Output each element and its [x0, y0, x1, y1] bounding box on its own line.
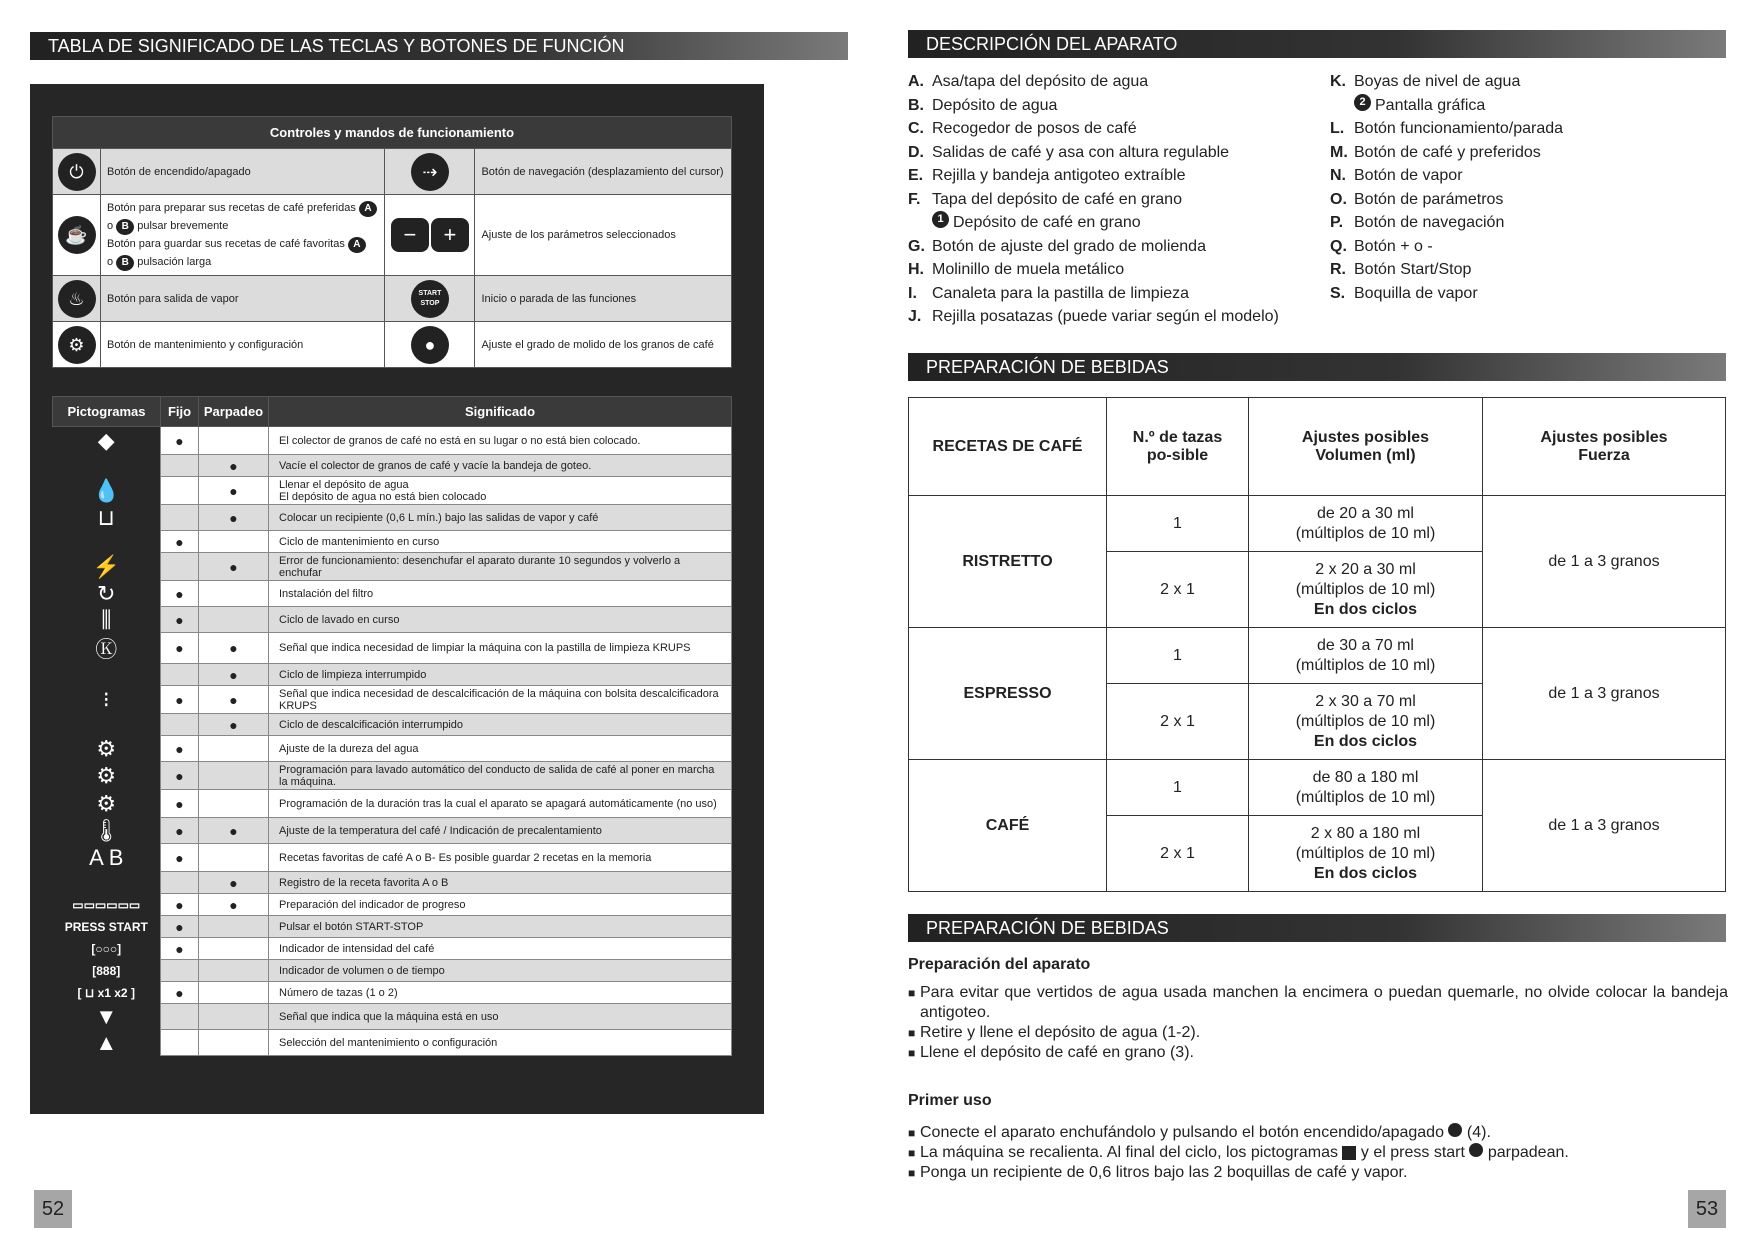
heart-b-icon: B [116, 219, 134, 235]
fixed-cell: ● [161, 916, 199, 938]
list-item: Llene el depósito de café en grano (3). [920, 1044, 1194, 1061]
blink-cell [199, 982, 269, 1004]
item-text: Tapa del depósito de café en grano [932, 190, 1182, 208]
start-stop-icon: START STOP [411, 280, 449, 318]
item-key: I. [908, 284, 917, 302]
minus-icon: − [391, 218, 429, 252]
meaning-cell: Programación de la duración tras la cual el aparato se apagará automáticamente (no uso) [269, 790, 732, 818]
power-icon [1448, 1123, 1462, 1137]
recipes-header-cups: N.º de tazas po-sible [1107, 398, 1249, 496]
blink-cell [199, 960, 269, 982]
item-key: R. [1330, 261, 1346, 278]
list-item [1330, 282, 1730, 306]
fixed-cell: ● [161, 762, 199, 790]
table-row [53, 736, 732, 762]
table-row [53, 553, 732, 581]
volume-note: (múltiplos de 10 ml) [1295, 712, 1436, 730]
col-significado: Significado [269, 397, 732, 427]
table-row [53, 790, 732, 818]
pictogram-icon [53, 872, 161, 894]
cups-cell: 2 x 1 [1107, 684, 1249, 760]
control-text: pulsar brevemente [137, 220, 229, 232]
pictogram-icon: [○○○] [53, 938, 161, 960]
blink-cell: ● [199, 505, 269, 531]
list-item [908, 235, 1328, 259]
meaning-cell: Señal que indica necesidad de limpiar la máquina con la pastilla de limpieza KRUPS [269, 633, 732, 664]
item-key: P. [1330, 214, 1344, 231]
volume-note: (múltiplos de 10 ml) [1295, 524, 1436, 542]
pictogram-icon: [888] [53, 960, 161, 982]
fixed-cell [161, 553, 199, 581]
favorite-recipe-icon: ☕ [58, 216, 96, 254]
col-fijo: Fijo [161, 397, 199, 427]
meaning-cell: Programación para lavado automático del conducto de salida de café al poner en marcha la máquina. [269, 762, 732, 790]
volume-cycles: En dos ciclos [1313, 864, 1418, 882]
table-row [53, 960, 732, 982]
recipe-name: CAFÉ [909, 760, 1107, 892]
page-number-left: 52 [34, 1190, 72, 1228]
item-key: L. [1330, 120, 1345, 137]
cup-icon [1342, 1146, 1356, 1160]
table-row [53, 1004, 732, 1030]
page-number-right: 53 [1688, 1190, 1726, 1228]
table-row [53, 714, 732, 736]
strength-cell: de 1 a 3 granos [1483, 628, 1726, 760]
fixed-cell: ● [161, 581, 199, 607]
pictogram-table [52, 396, 732, 1056]
fixed-cell: ● [161, 686, 199, 714]
item-key: N. [1330, 167, 1346, 184]
col-parpadeo: Parpadeo [199, 397, 269, 427]
item-text: Canaleta para la pastilla de limpieza [932, 284, 1190, 302]
item-text: Botón Start/Stop [1354, 261, 1472, 278]
blink-cell: ● [199, 714, 269, 736]
table-row [53, 633, 732, 664]
meaning-cell: Vacíe el colector de granos de café y vacíe la bandeja de goteo. [269, 455, 732, 477]
recipes-title: PREPARACIÓN DE BEBIDAS [908, 353, 1726, 381]
item-text: Botón de ajuste del grado de molienda [932, 237, 1206, 255]
heart-b-icon: B [116, 255, 134, 271]
pictogram-icon: ↻ [53, 581, 161, 607]
item-key: A. [908, 73, 924, 90]
control-text: Botón para salida de vapor [101, 276, 385, 322]
list-item [908, 164, 1328, 188]
control-text: o [107, 256, 114, 268]
strength-cell: de 1 a 3 granos [1483, 760, 1726, 892]
table-row [53, 455, 732, 477]
table-row [53, 664, 732, 686]
navigation-arrow-icon: ⇢ [411, 153, 449, 191]
list-item: La máquina se recalienta. Al final del ciclo, los pictogramas [920, 1144, 1338, 1161]
item-text: Botón + o - [1354, 237, 1433, 255]
list-item: (4). [1466, 1124, 1491, 1141]
list-item [1330, 164, 1730, 188]
control-text: Ajuste de los parámetros seleccionados [475, 195, 732, 276]
meaning-cell: Indicador de volumen o de tiempo [269, 960, 732, 982]
meaning-cell: Colocar un recipiente (0,6 L mín.) bajo las salidas de vapor y café [269, 505, 732, 531]
volume-note: (múltiplos de 10 ml) [1295, 656, 1436, 674]
table-row [909, 628, 1726, 684]
pictogram-icon: ▲ [53, 1030, 161, 1056]
blink-cell: ● [199, 553, 269, 581]
item-key: H. [908, 261, 924, 278]
volume-cycles: En dos ciclos [1313, 600, 1418, 618]
list-item: Retire y llene el depósito de agua (1-2). [920, 1024, 1201, 1041]
blink-cell: ● [199, 818, 269, 844]
control-text: pulsación larga [137, 256, 212, 268]
item-key: O. [1330, 190, 1347, 208]
table-row [53, 982, 732, 1004]
blink-cell [199, 531, 269, 553]
pictogram-icon [53, 714, 161, 736]
item-text: Recogedor de posos de café [932, 120, 1137, 137]
list-item [908, 117, 1328, 141]
meaning-cell: Ajuste de la temperatura del café / Indicación de precalentamiento [269, 818, 732, 844]
recipes-header-name: RECETAS DE CAFÉ [909, 398, 1107, 496]
list-item [1330, 258, 1730, 282]
item-text: Botón de café y preferidos [1354, 143, 1541, 161]
description-list-left [908, 70, 1328, 329]
fixed-cell: ● [161, 427, 199, 455]
list-item [908, 211, 1328, 235]
volume-cell: de 20 a 30 ml [1317, 504, 1414, 522]
control-text: o [107, 220, 114, 232]
table-row [53, 581, 732, 607]
item-text: Botón de navegación [1354, 214, 1505, 231]
number-badge: 2 [1354, 94, 1371, 111]
pictogram-icon: 💧 [53, 477, 161, 505]
table-row [909, 760, 1726, 816]
blink-cell: ● [199, 477, 269, 505]
list-item: Para evitar que vertidos de agua usada manchen la encimera o puedan quemarle, no olvide colocar la bandeja antigoteo. [920, 984, 1728, 1021]
list-item: Conecte el aparato enchufándolo y pulsando el botón encendido/apagado [920, 1124, 1444, 1141]
fixed-cell: ● [161, 531, 199, 553]
fixed-cell [161, 455, 199, 477]
pictogram-icon: [ ⊔ x1 x2 ] [53, 982, 161, 1004]
meaning-cell: Preparación del indicador de progreso [269, 894, 732, 916]
meaning-cell: Ciclo de limpieza interrumpido [269, 664, 732, 686]
left-section-title: TABLA DE SIGNIFICADO DE LAS TECLAS Y BOTONES DE FUNCIÓN [30, 32, 848, 60]
volume-note: (múltiplos de 10 ml) [1295, 788, 1436, 806]
table-row [53, 916, 732, 938]
gear-icon: ⚙ [58, 326, 96, 364]
meaning-cell: Llenar el depósito de agua El depósito de agua no está bien colocado [269, 477, 732, 505]
item-key: D. [908, 143, 924, 161]
controls-table [52, 116, 732, 368]
pictogram-icon: ⚙ [53, 762, 161, 790]
table-row [53, 531, 732, 553]
volume-cycles: En dos ciclos [1313, 732, 1418, 750]
table-row [53, 844, 732, 872]
pictogram-icon: ⚙ [53, 790, 161, 818]
heart-a-icon: A [359, 201, 377, 217]
item-key: J. [908, 308, 922, 325]
meaning-cell: Número de tazas (1 o 2) [269, 982, 732, 1004]
blink-cell [199, 736, 269, 762]
list-item [908, 141, 1328, 165]
cups-cell: 1 [1107, 760, 1249, 816]
control-text: Ajuste el grado de molido de los granos de café [475, 322, 732, 368]
item-text: Depósito de café en grano [953, 214, 1141, 231]
meaning-cell: Registro de la receta favorita A o B [269, 872, 732, 894]
first-use-heading: Primer uso [908, 1092, 992, 1109]
table-row [53, 607, 732, 633]
power-icon: ⏻ [58, 153, 96, 191]
list-item [1330, 141, 1730, 165]
volume-cell: 2 x 80 a 180 ml [1310, 824, 1421, 842]
recipe-name: ESPRESSO [909, 628, 1107, 760]
item-text: Rejilla posatazas (puede variar según el modelo) [932, 308, 1279, 325]
coffee-bean-icon: ● [411, 326, 449, 364]
fixed-cell: ● [161, 982, 199, 1004]
fixed-cell [161, 664, 199, 686]
fixed-cell [161, 505, 199, 531]
meaning-cell: Indicador de intensidad del café [269, 938, 732, 960]
fixed-cell [161, 714, 199, 736]
item-key: E. [908, 167, 924, 184]
meaning-cell: Error de funcionamiento: desenchufar el aparato durante 10 segundos y volverlo a enchufar [269, 553, 732, 581]
blink-cell [199, 1030, 269, 1056]
table-row [909, 496, 1726, 552]
list-item: parpadean. [1487, 1144, 1569, 1161]
blink-cell [199, 790, 269, 818]
item-key: M. [1330, 143, 1348, 161]
controls-header: Controles y mandos de funcionamiento [53, 117, 732, 149]
meaning-cell: Ciclo de mantenimiento en curso [269, 531, 732, 553]
pictogram-icon: ⚙ [53, 736, 161, 762]
recipe-name: RISTRETTO [909, 496, 1107, 628]
blink-cell: ● [199, 686, 269, 714]
list-item [908, 282, 1328, 306]
item-key: G. [908, 237, 925, 255]
list-item [1330, 188, 1730, 212]
item-key: S. [1330, 284, 1346, 302]
item-key: Q. [1330, 237, 1347, 255]
table-row [53, 505, 732, 531]
item-key: K. [1330, 73, 1346, 90]
fixed-cell: ● [161, 844, 199, 872]
blink-cell [199, 427, 269, 455]
list-item [1330, 117, 1730, 141]
table-row [53, 686, 732, 714]
list-item [1330, 211, 1730, 235]
item-text: Boyas de nivel de agua [1354, 73, 1521, 90]
meaning-cell: Ciclo de descalcificación interrumpido [269, 714, 732, 736]
cups-cell: 1 [1107, 628, 1249, 684]
fixed-cell: ● [161, 938, 199, 960]
list-item: y el press start [1360, 1144, 1465, 1161]
item-text: Molinillo de muela metálico [932, 261, 1125, 278]
blink-cell: ● [199, 664, 269, 686]
meaning-cell: Recetas favoritas de café A o B- Es posible guardar 2 recetas en la memoria [269, 844, 732, 872]
start-stop-icon [1469, 1143, 1483, 1157]
item-key: B. [908, 96, 924, 114]
list-item [908, 94, 1328, 118]
table-row [53, 762, 732, 790]
pictogram-icon: A B [53, 844, 161, 872]
heart-a-icon: A [348, 237, 366, 253]
pictogram-icon [53, 455, 161, 477]
meaning-cell: Ciclo de lavado en curso [269, 607, 732, 633]
table-row [53, 427, 732, 455]
control-text: Botón para preparar sus recetas de café preferidas [107, 202, 356, 214]
meaning-cell: Instalación del filtro [269, 581, 732, 607]
pictogram-icon: ⁝ [53, 686, 161, 714]
fixed-cell [161, 960, 199, 982]
table-row [53, 894, 732, 916]
recipes-table [908, 397, 1726, 892]
control-text: Botón de mantenimiento y configuración [101, 322, 385, 368]
fixed-cell: ● [161, 818, 199, 844]
control-text: Botón para guardar sus recetas de café favoritas [107, 238, 345, 250]
pictogram-icon: ⫼ [53, 607, 161, 633]
fixed-cell [161, 872, 199, 894]
fixed-cell: ● [161, 607, 199, 633]
col-pictogramas: Pictogramas [53, 397, 161, 427]
blink-cell: ● [199, 894, 269, 916]
preparation-section: Preparación del aparato ■ Para evitar que vertidos de agua usada manchen la encimera o puedan quemarle, no olvide colocar la bandeja antigoteo. ■ Retire y llene el depósito de agua (1-2). ■ Llene el depósito de café en grano (3). Primer uso ■ Conecte el aparato enchufándolo y pulsando el botón encendido/apagado (4). ■ La máquina se recalienta. Al final del ciclo, los pictogramas y el press start parpadean. ■ Ponga un recipiente de 0,6 litros bajo las 2 boquillas de café y vapor. [908, 956, 1728, 1181]
description-title: DESCRIPCIÓN DEL APARATO [908, 30, 1726, 58]
fixed-cell: ● [161, 790, 199, 818]
pictogram-icon: ◆ [53, 427, 161, 455]
list-item [908, 305, 1328, 329]
pictogram-icon [53, 531, 161, 553]
item-text: Rejilla y bandeja antigoteo extraíble [932, 167, 1186, 184]
item-text: Pantalla gráfica [1375, 96, 1486, 114]
blink-cell: ● [199, 455, 269, 477]
table-row [53, 477, 732, 505]
pictogram-icon: ⊔ [53, 505, 161, 531]
pictogram-icon [53, 664, 161, 686]
pictogram-icon: ⚡ [53, 553, 161, 581]
blink-cell [199, 844, 269, 872]
fixed-cell [161, 1030, 199, 1056]
volume-cell: de 30 a 70 ml [1317, 636, 1414, 654]
cups-cell: 2 x 1 [1107, 816, 1249, 892]
item-text: Asa/tapa del depósito de agua [932, 73, 1149, 90]
fixed-cell: ● [161, 633, 199, 664]
steam-icon: ♨ [58, 280, 96, 318]
fixed-cell: ● [161, 736, 199, 762]
table-row [53, 1030, 732, 1056]
list-item: Ponga un recipiente de 0,6 litros bajo las 2 boquillas de café y vapor. [920, 1164, 1408, 1181]
plus-icon: + [431, 218, 469, 252]
item-text: Depósito de agua [932, 96, 1058, 114]
recipes-header-strength: Ajustes posibles Fuerza [1483, 398, 1726, 496]
list-item [1330, 235, 1730, 259]
control-text: Botón de navegación (desplazamiento del cursor) [475, 149, 732, 195]
pictogram-icon: 🌡 [53, 818, 161, 844]
cups-cell: 2 x 1 [1107, 552, 1249, 628]
recipes-header-volume: Ajustes posibles Volumen (ml) [1249, 398, 1483, 496]
item-text: Boquilla de vapor [1354, 284, 1478, 302]
fixed-cell [161, 477, 199, 505]
list-item [908, 258, 1328, 282]
controls-panel [30, 84, 764, 1114]
fixed-cell: ● [161, 894, 199, 916]
blink-cell [199, 607, 269, 633]
blink-cell [199, 581, 269, 607]
volume-note: (múltiplos de 10 ml) [1295, 844, 1436, 862]
control-text: Inicio o parada de las funciones [475, 276, 732, 322]
volume-cell: 2 x 20 a 30 ml [1315, 560, 1416, 578]
volume-cell: 2 x 30 a 70 ml [1315, 692, 1416, 710]
blink-cell: ● [199, 633, 269, 664]
pictogram-icon: Ⓚ [53, 633, 161, 664]
control-text: Botón de encendido/apagado [101, 149, 385, 195]
item-text: Botón funcionamiento/parada [1354, 120, 1564, 137]
table-row [53, 872, 732, 894]
meaning-cell: Señal que indica necesidad de descalcificación de la máquina con bolsita descalcificadora KRUPS [269, 686, 732, 714]
item-text: Botón de parámetros [1354, 190, 1504, 208]
blink-cell: ● [199, 872, 269, 894]
volume-cell: de 80 a 180 ml [1312, 768, 1419, 786]
strength-cell: de 1 a 3 granos [1483, 496, 1726, 628]
pictogram-icon: PRESS START [53, 916, 161, 938]
description-list-right [1330, 70, 1730, 305]
table-row [53, 938, 732, 960]
blink-cell [199, 938, 269, 960]
item-key: F. [908, 190, 921, 208]
table-row [53, 818, 732, 844]
meaning-cell: Ajuste de la dureza del agua [269, 736, 732, 762]
list-item [1330, 70, 1730, 94]
cups-cell: 1 [1107, 496, 1249, 552]
preparation-heading: Preparación del aparato [908, 956, 1091, 973]
number-badge: 1 [932, 211, 949, 228]
blink-cell [199, 762, 269, 790]
item-key: C. [908, 120, 924, 137]
list-item [908, 70, 1328, 94]
pictogram-icon: ▭▭▭▭▭▭ [53, 894, 161, 916]
item-text: Botón de vapor [1354, 167, 1463, 184]
meaning-cell: Señal que indica que la máquina está en uso [269, 1004, 732, 1030]
list-item [1330, 94, 1730, 118]
pictogram-icon: ▼ [53, 1004, 161, 1030]
volume-note: (múltiplos de 10 ml) [1295, 580, 1436, 598]
preparation-title: PREPARACIÓN DE BEBIDAS [908, 914, 1726, 942]
fixed-cell [161, 1004, 199, 1030]
meaning-cell: Pulsar el botón START-STOP [269, 916, 732, 938]
blink-cell [199, 1004, 269, 1030]
meaning-cell: El colector de granos de café no está en su lugar o no está bien colocado. [269, 427, 732, 455]
meaning-cell: Selección del mantenimiento o configuración [269, 1030, 732, 1056]
item-text: Salidas de café y asa con altura regulable [932, 143, 1230, 161]
blink-cell [199, 916, 269, 938]
list-item [908, 188, 1328, 212]
